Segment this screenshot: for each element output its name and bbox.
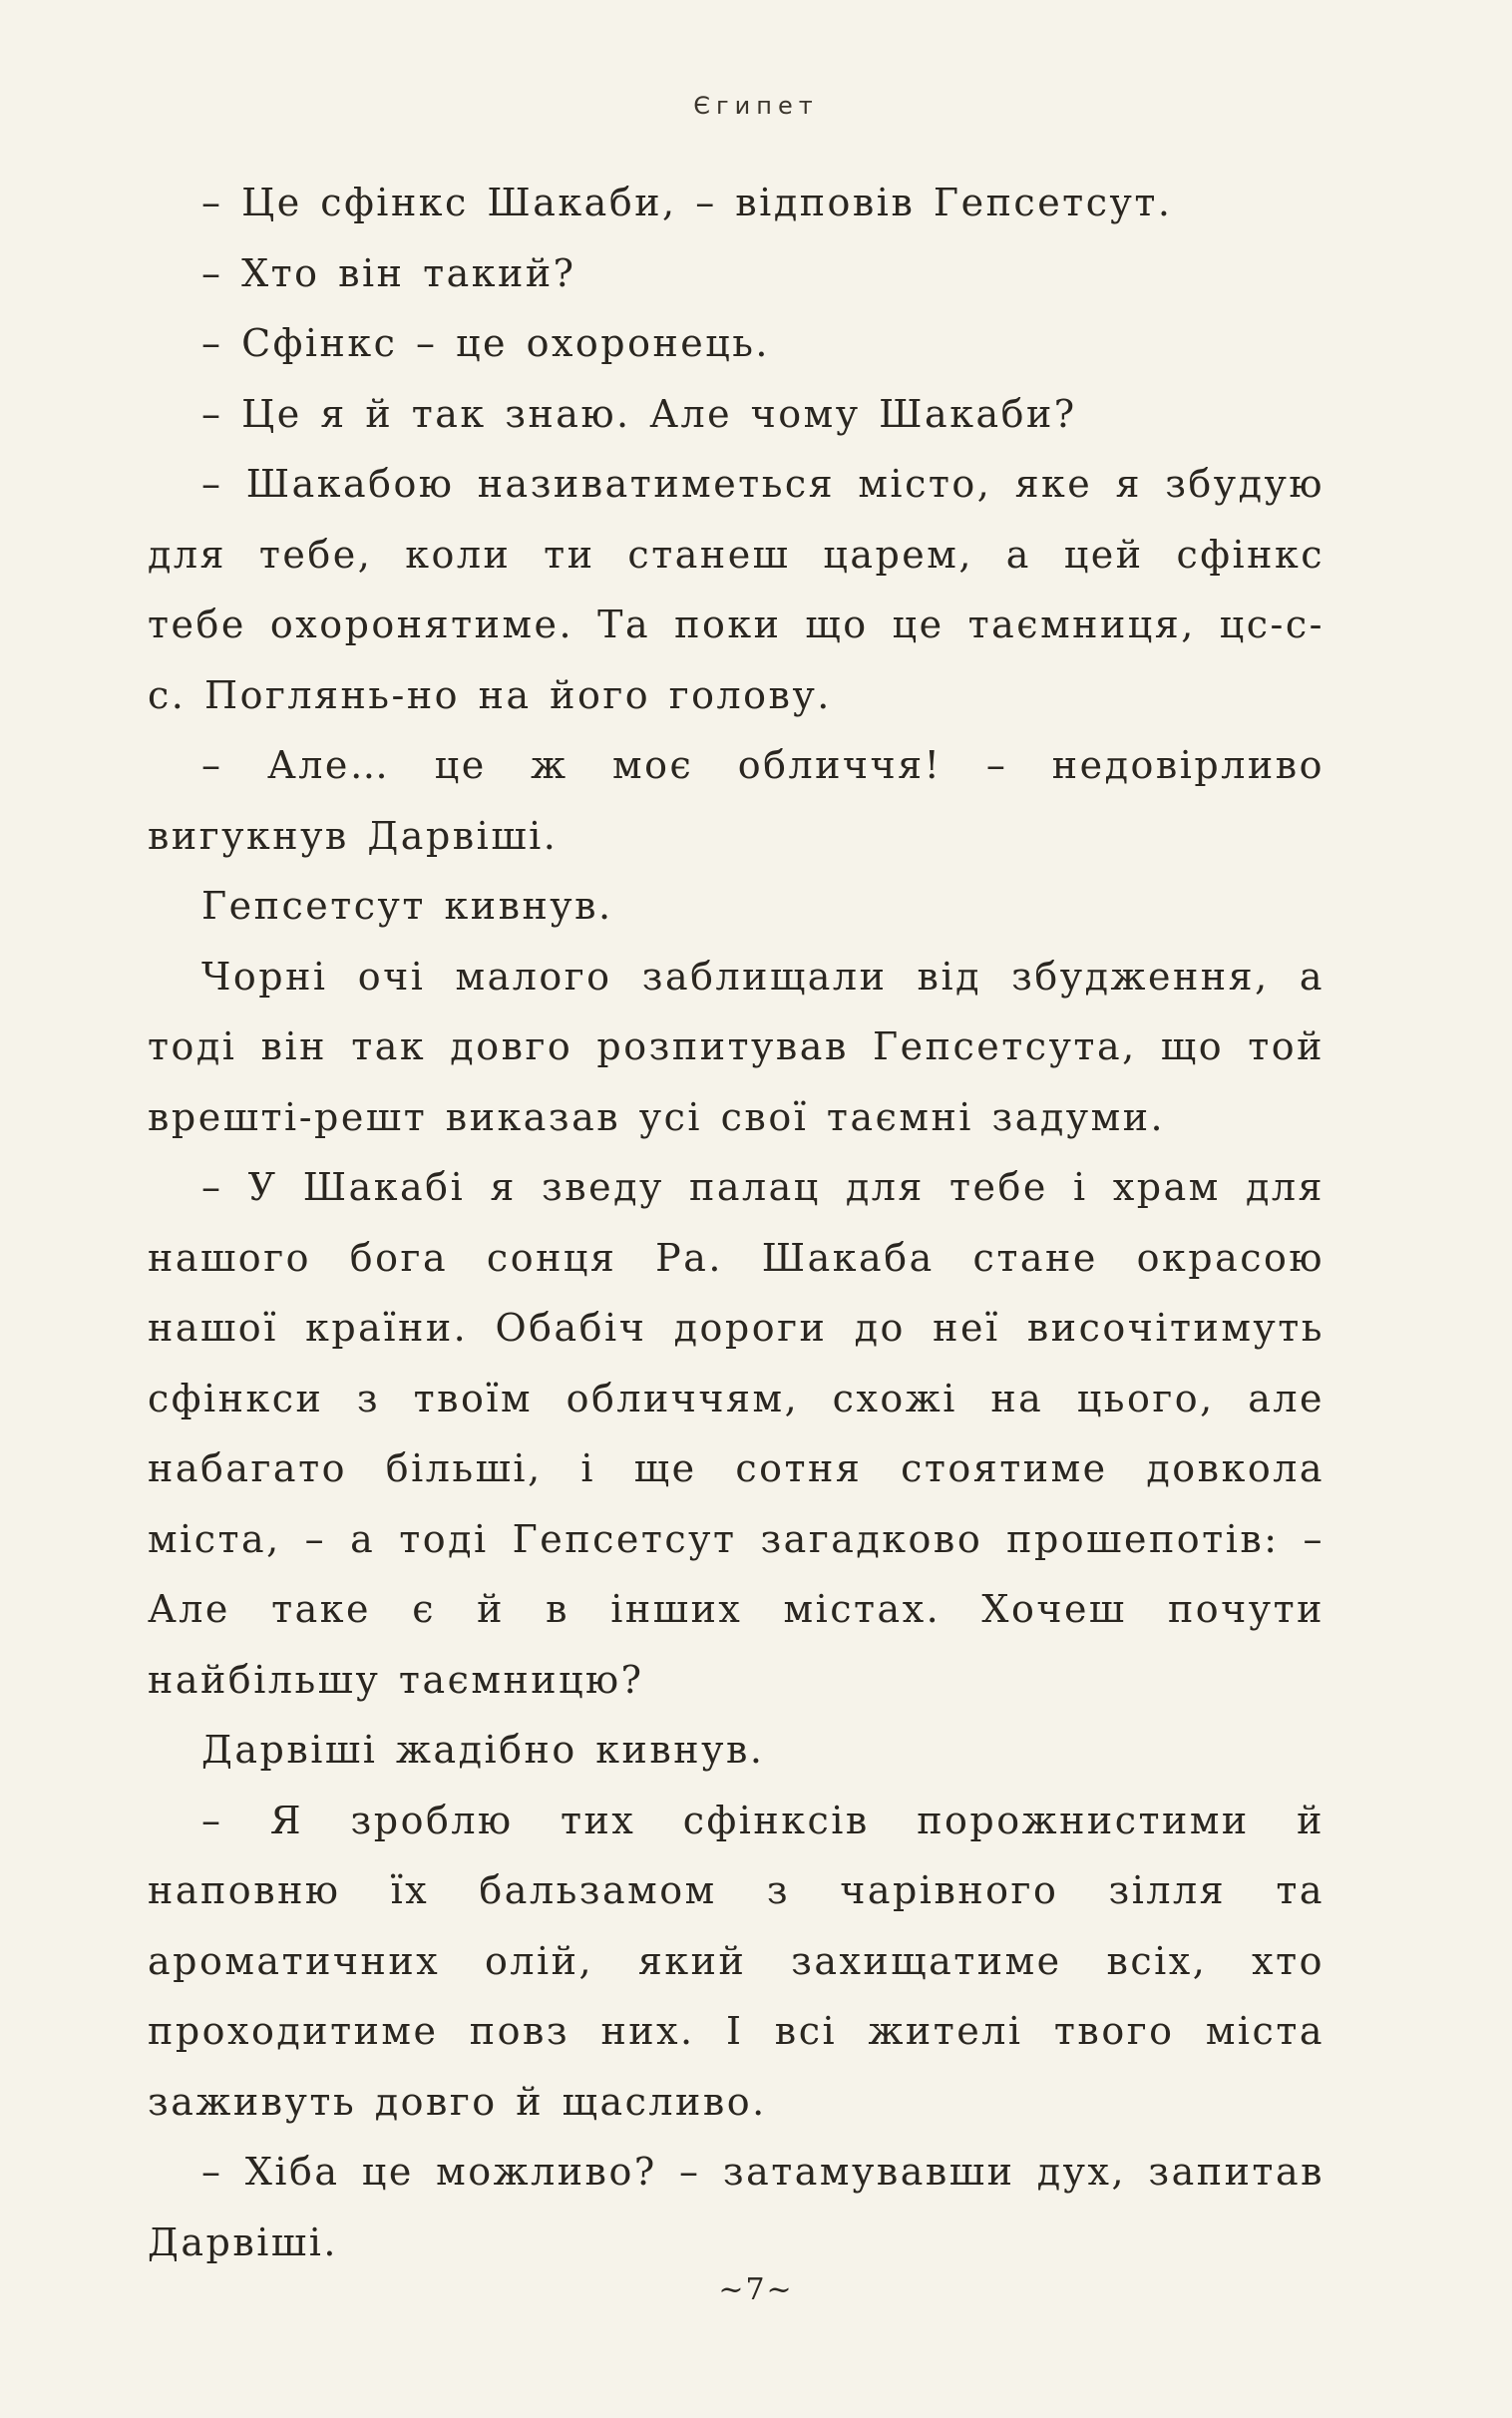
paragraph: – Я зроблю тих сфінксів порожнистими й наповню їх бальзамом з чарівного зілля та ароматичних олій, який захищатиме всіх, хто проходитиме повз них. І всі жителі твого міста заживуть довго й щасливо. [148, 1798, 1324, 2124]
paragraph: – Хіба це можливо? – затамувавши дух, запитав Дарвіші. [148, 2150, 1324, 2264]
paragraph: Дарвіші жадібно кивнув. [201, 1728, 765, 1772]
paragraph: – Це я й так знаю. Але чому Шакаби? [201, 391, 1077, 436]
paragraph: Чорні очі малого заблищали від збудження, а тоді він так довго розпитував Гепсетсута, що той врешті-решт виказав усі свої таємні задуми. [148, 954, 1324, 1139]
paragraph: – Але… це ж моє обличчя! – недовірливо вигукнув Дарвіші. [148, 743, 1324, 858]
paragraph: Гепсетсут кивнув. [201, 884, 613, 928]
paragraph: – Це сфінкс Шакаби, – відповів Гепсетсут. [201, 181, 1173, 224]
paragraph: – Сфінкс – це охоронець. [201, 321, 770, 365]
body-text [148, 168, 1324, 2277]
paragraph: – У Шакабі я зведу палац для тебе і храм для нашого бога сонця Ра. Шакаба стане окрасою нашої країни. Обабіч дороги до неї височітимуть сфінкси з твоїм обличчям, схожі на цього, але набагато більші, і ще сотня стоятиме довкола міста, – а тоді Гепсетсут загадково прошепотів: – Але таке є й в інших містах. Хочеш почути найбільшу таємницю? [148, 1165, 1324, 1702]
paragraph: – Хто він такий? [201, 250, 576, 295]
page-number: ~7~ [718, 2272, 794, 2307]
running-title: Єгипет [693, 92, 819, 120]
paragraph: – Шакабою називатиметься місто, яке я збудую для тебе, коли ти станеш царем, а цей сфінкс тебе охоронятиме. Та поки що це таємниця, цс-с-с. Поглянь-но на його голову. [148, 462, 1324, 717]
